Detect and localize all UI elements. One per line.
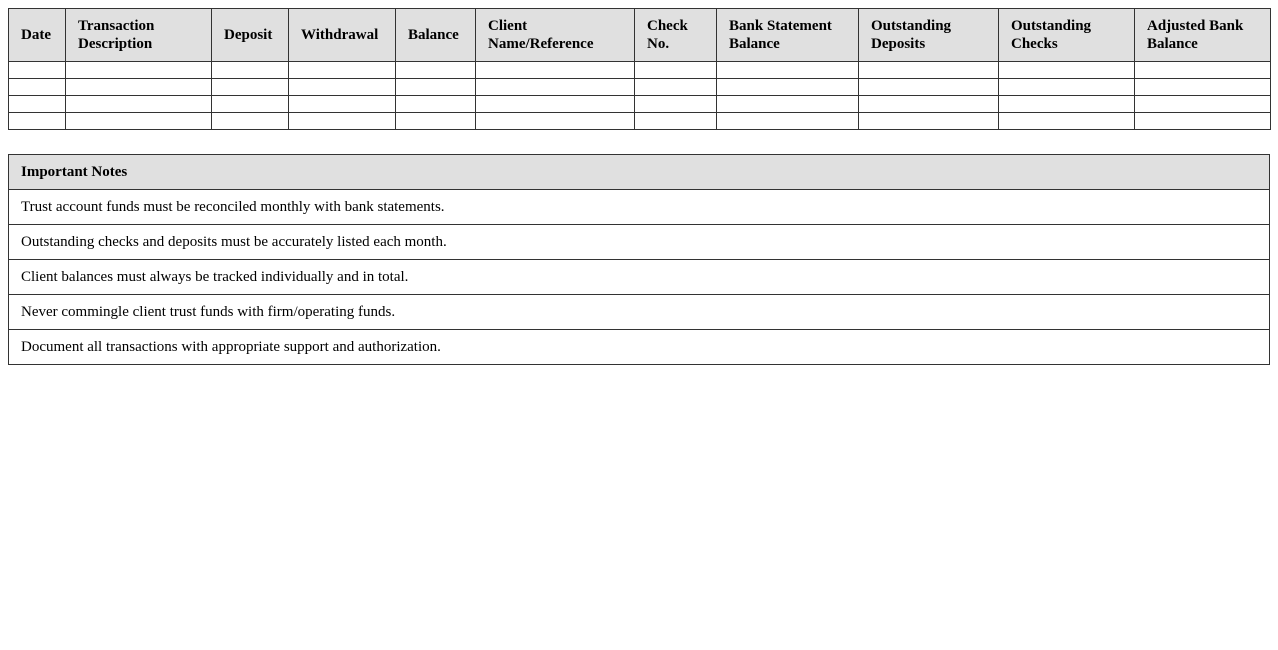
note-row — [9, 260, 1270, 295]
table-row — [9, 79, 1271, 96]
col-outstanding-deposits-header: Outstanding Deposits — [859, 9, 999, 62]
ledger-cell[interactable] — [717, 62, 859, 79]
ledger-cell[interactable] — [396, 79, 476, 96]
ledger-cell[interactable] — [212, 79, 289, 96]
col-deposit-header: Deposit — [212, 9, 289, 62]
table-row — [9, 113, 1271, 130]
ledger-cell[interactable] — [1135, 79, 1271, 96]
note-row — [9, 190, 1270, 225]
ledger-cell[interactable] — [66, 113, 212, 130]
ledger-cell[interactable] — [66, 96, 212, 113]
notes-header-row — [9, 155, 1270, 190]
ledger-cell[interactable] — [476, 113, 635, 130]
ledger-cell[interactable] — [859, 79, 999, 96]
important-notes-table — [8, 154, 1270, 365]
col-date-header: Date — [9, 9, 66, 62]
ledger-cell[interactable] — [289, 96, 396, 113]
note-text: Outstanding checks and deposits must be accurately listed each month. — [9, 225, 1270, 260]
ledger-cell[interactable] — [999, 79, 1135, 96]
note-row — [9, 330, 1270, 365]
col-outstanding-checks-header: Outstanding Checks — [999, 9, 1135, 62]
ledger-cell[interactable] — [289, 113, 396, 130]
ledger-cell[interactable] — [9, 79, 66, 96]
ledger-cell[interactable] — [289, 62, 396, 79]
ledger-cell[interactable] — [859, 113, 999, 130]
note-text: Client balances must always be tracked individually and in total. — [9, 260, 1270, 295]
ledger-header-row — [9, 9, 1271, 62]
ledger-cell[interactable] — [1135, 62, 1271, 79]
ledger-cell[interactable] — [999, 113, 1135, 130]
ledger-cell[interactable] — [396, 62, 476, 79]
trust-ledger-table — [8, 8, 1271, 130]
col-transaction-description-header: Transaction Description — [66, 9, 212, 62]
ledger-cell[interactable] — [859, 96, 999, 113]
ledger-cell[interactable] — [66, 79, 212, 96]
ledger-cell[interactable] — [717, 96, 859, 113]
ledger-cell[interactable] — [999, 96, 1135, 113]
ledger-cell[interactable] — [999, 62, 1135, 79]
ledger-cell[interactable] — [476, 79, 635, 96]
note-text: Never commingle client trust funds with firm/operating funds. — [9, 295, 1270, 330]
col-client-reference-header: Client Name/Reference — [476, 9, 635, 62]
ledger-cell[interactable] — [212, 62, 289, 79]
col-check-no-header: Check No. — [635, 9, 717, 62]
ledger-cell[interactable] — [635, 79, 717, 96]
ledger-cell[interactable] — [9, 96, 66, 113]
ledger-body — [9, 62, 1271, 130]
notes-title: Important Notes — [9, 155, 1270, 190]
document — [8, 8, 1270, 365]
ledger-cell[interactable] — [717, 79, 859, 96]
ledger-cell[interactable] — [1135, 96, 1271, 113]
table-row — [9, 62, 1271, 79]
ledger-cell[interactable] — [717, 113, 859, 130]
ledger-cell[interactable] — [859, 62, 999, 79]
ledger-cell[interactable] — [9, 62, 66, 79]
note-text: Document all transactions with appropriate support and authorization. — [9, 330, 1270, 365]
table-row — [9, 96, 1271, 113]
col-adjusted-bank-balance-header: Adjusted Bank Balance — [1135, 9, 1271, 62]
ledger-cell[interactable] — [476, 96, 635, 113]
ledger-cell[interactable] — [635, 96, 717, 113]
ledger-cell[interactable] — [66, 62, 212, 79]
col-withdrawal-header: Withdrawal — [289, 9, 396, 62]
col-bank-statement-balance-header: Bank Statement Balance — [717, 9, 859, 62]
note-row — [9, 295, 1270, 330]
col-balance-header: Balance — [396, 9, 476, 62]
ledger-cell[interactable] — [212, 96, 289, 113]
ledger-cell[interactable] — [476, 62, 635, 79]
note-row — [9, 225, 1270, 260]
ledger-cell[interactable] — [396, 96, 476, 113]
ledger-cell[interactable] — [1135, 113, 1271, 130]
ledger-cell[interactable] — [289, 79, 396, 96]
ledger-cell[interactable] — [9, 113, 66, 130]
ledger-cell[interactable] — [212, 113, 289, 130]
ledger-cell[interactable] — [635, 62, 717, 79]
ledger-cell[interactable] — [635, 113, 717, 130]
note-text: Trust account funds must be reconciled monthly with bank statements. — [9, 190, 1270, 225]
ledger-cell[interactable] — [396, 113, 476, 130]
